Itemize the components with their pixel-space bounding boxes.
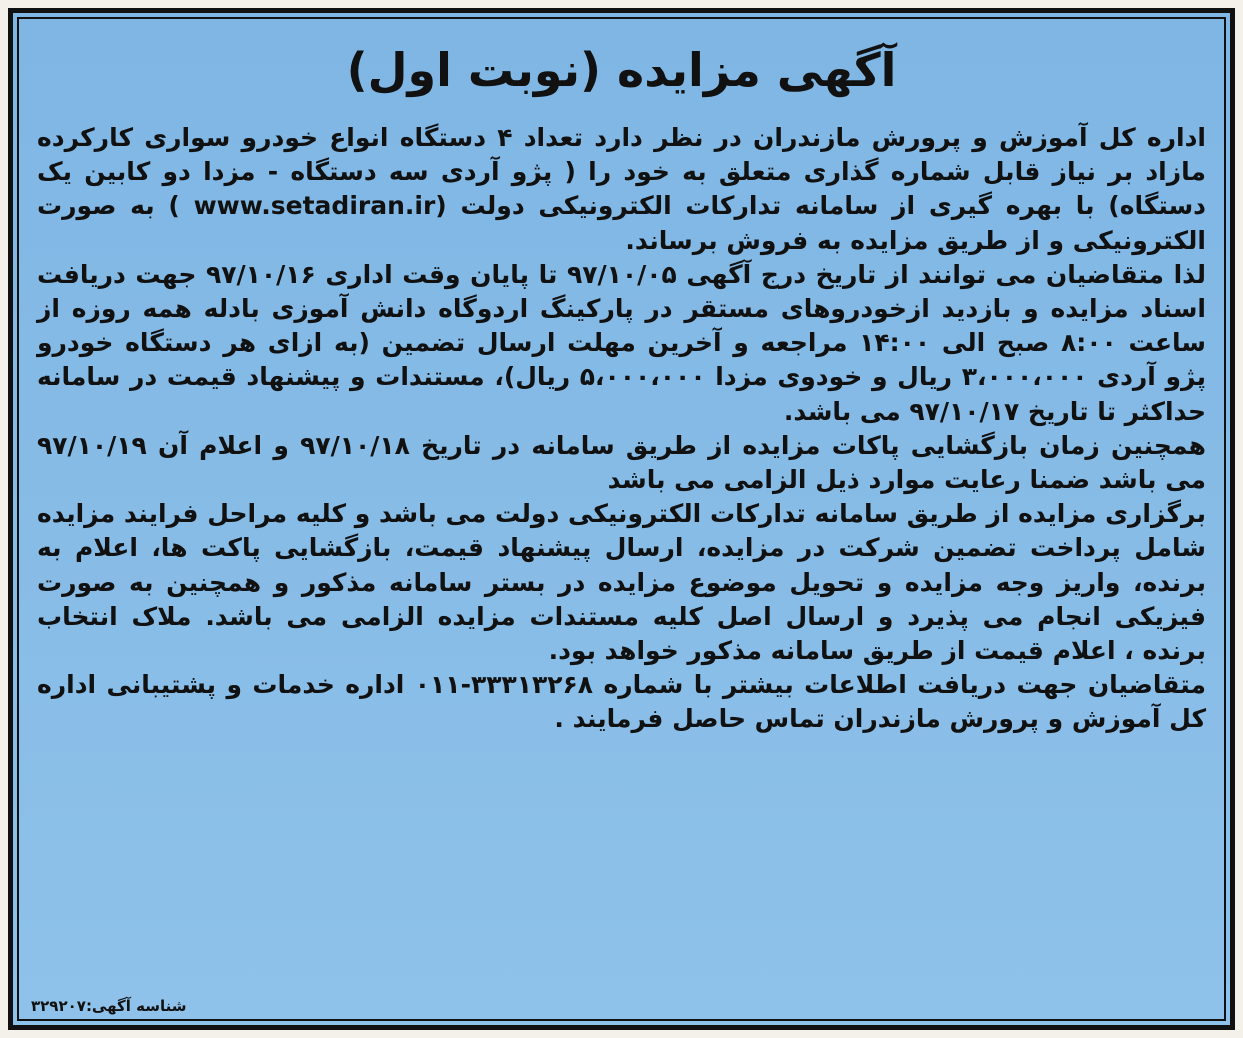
ad-id-value: ۳۲۹۲۰۷ (31, 997, 86, 1015)
paragraph-contact: متقاضیان جهت دریافت اطلاعات بیشتر با شماره ۳۳۳۱۳۲۶۸-۰۱۱ اداره خدمات و پشتیبانی اداره کل آموزش و پرورش مازندران تماس حاصل فرمایند . (37, 670, 1206, 734)
paragraph-process: برگزاری مزایده از طریق سامانه تدارکات الکترونیکی دولت می باشد و کلیه مراحل فرایند مزایده شامل پرداخت تضمین شرکت در مزایده، ارسال پیشنهاد قیمت، بازگشایی پاکت ها، اعلام به برنده، واریز وجه مزایده و تحویل موضوع مزایده در بستر سامانه مذکور و همچنین به صورت فیزیکی انجام می پذیرد و ارسال اصل کلیه مستندات مزایده الزامی می باشد. ملاک انتخاب برنده ، اعلام قیمت از طریق سامانه مذکور خواهد بود. (37, 499, 1206, 666)
auction-advertisement (8, 8, 1235, 1030)
paragraph-documents-deadline: لذا متقاضیان می توانند از تاریخ درج آگهی ۹۷/۱۰/۰۵ تا پایان وقت اداری ۹۷/۱۰/۱۶ جهت دریافت اسناد مزایده و بازدید ازخودروهای مستقر در پارکینگ اردوگاه دانش آموزی بادله همه روزه از ساعت ۸:۰۰ صبح الی ۱۴:۰۰ مراجعه و آخرین مهلت ارسال تضمین (به ازای هر دستگاه خودرو پژو آردی ۳،۰۰۰،۰۰۰ ریال و خودوی مزدا ۵،۰۰۰،۰۰۰ ریال)، مستندات و پیشنهاد قیمت در سامانه حداکثر تا تاریخ ۹۷/۱۰/۱۷ می باشد. (37, 259, 1207, 426)
ad-id-label: شناسه آگهی: (85, 997, 187, 1015)
paragraph-intro: اداره کل آموزش و پرورش مازندران در نظر دارد تعداد ۴ دستگاه انواع خودرو سواری کارکرده مازاد بر نیاز قابل شماره گذاری متعلق به خود را ( پژو آردی سه دستگاه - مزدا دو کابین یک دستگاه) با بهره گیری از سامانه تدارکات الکترونیکی دولت (www.setadiran.ir ) به صورت الکترونیکی و از طریق مزایده به فروش برساند. (37, 123, 1206, 255)
paragraph-opening-date: همچنین زمان بازگشایی پاکات مزایده از طریق سامانه در تاریخ ۹۷/۱۰/۱۸ و اعلام آن ۹۷/۱۰/۱۹ می باشد ضمنا رعایت موارد ذیل الزامی می باشد (37, 430, 1206, 495)
ad-body (37, 121, 1206, 737)
ad-id (31, 995, 186, 1017)
ad-title: آگهی مزایده (نوبت اول) (346, 43, 897, 97)
